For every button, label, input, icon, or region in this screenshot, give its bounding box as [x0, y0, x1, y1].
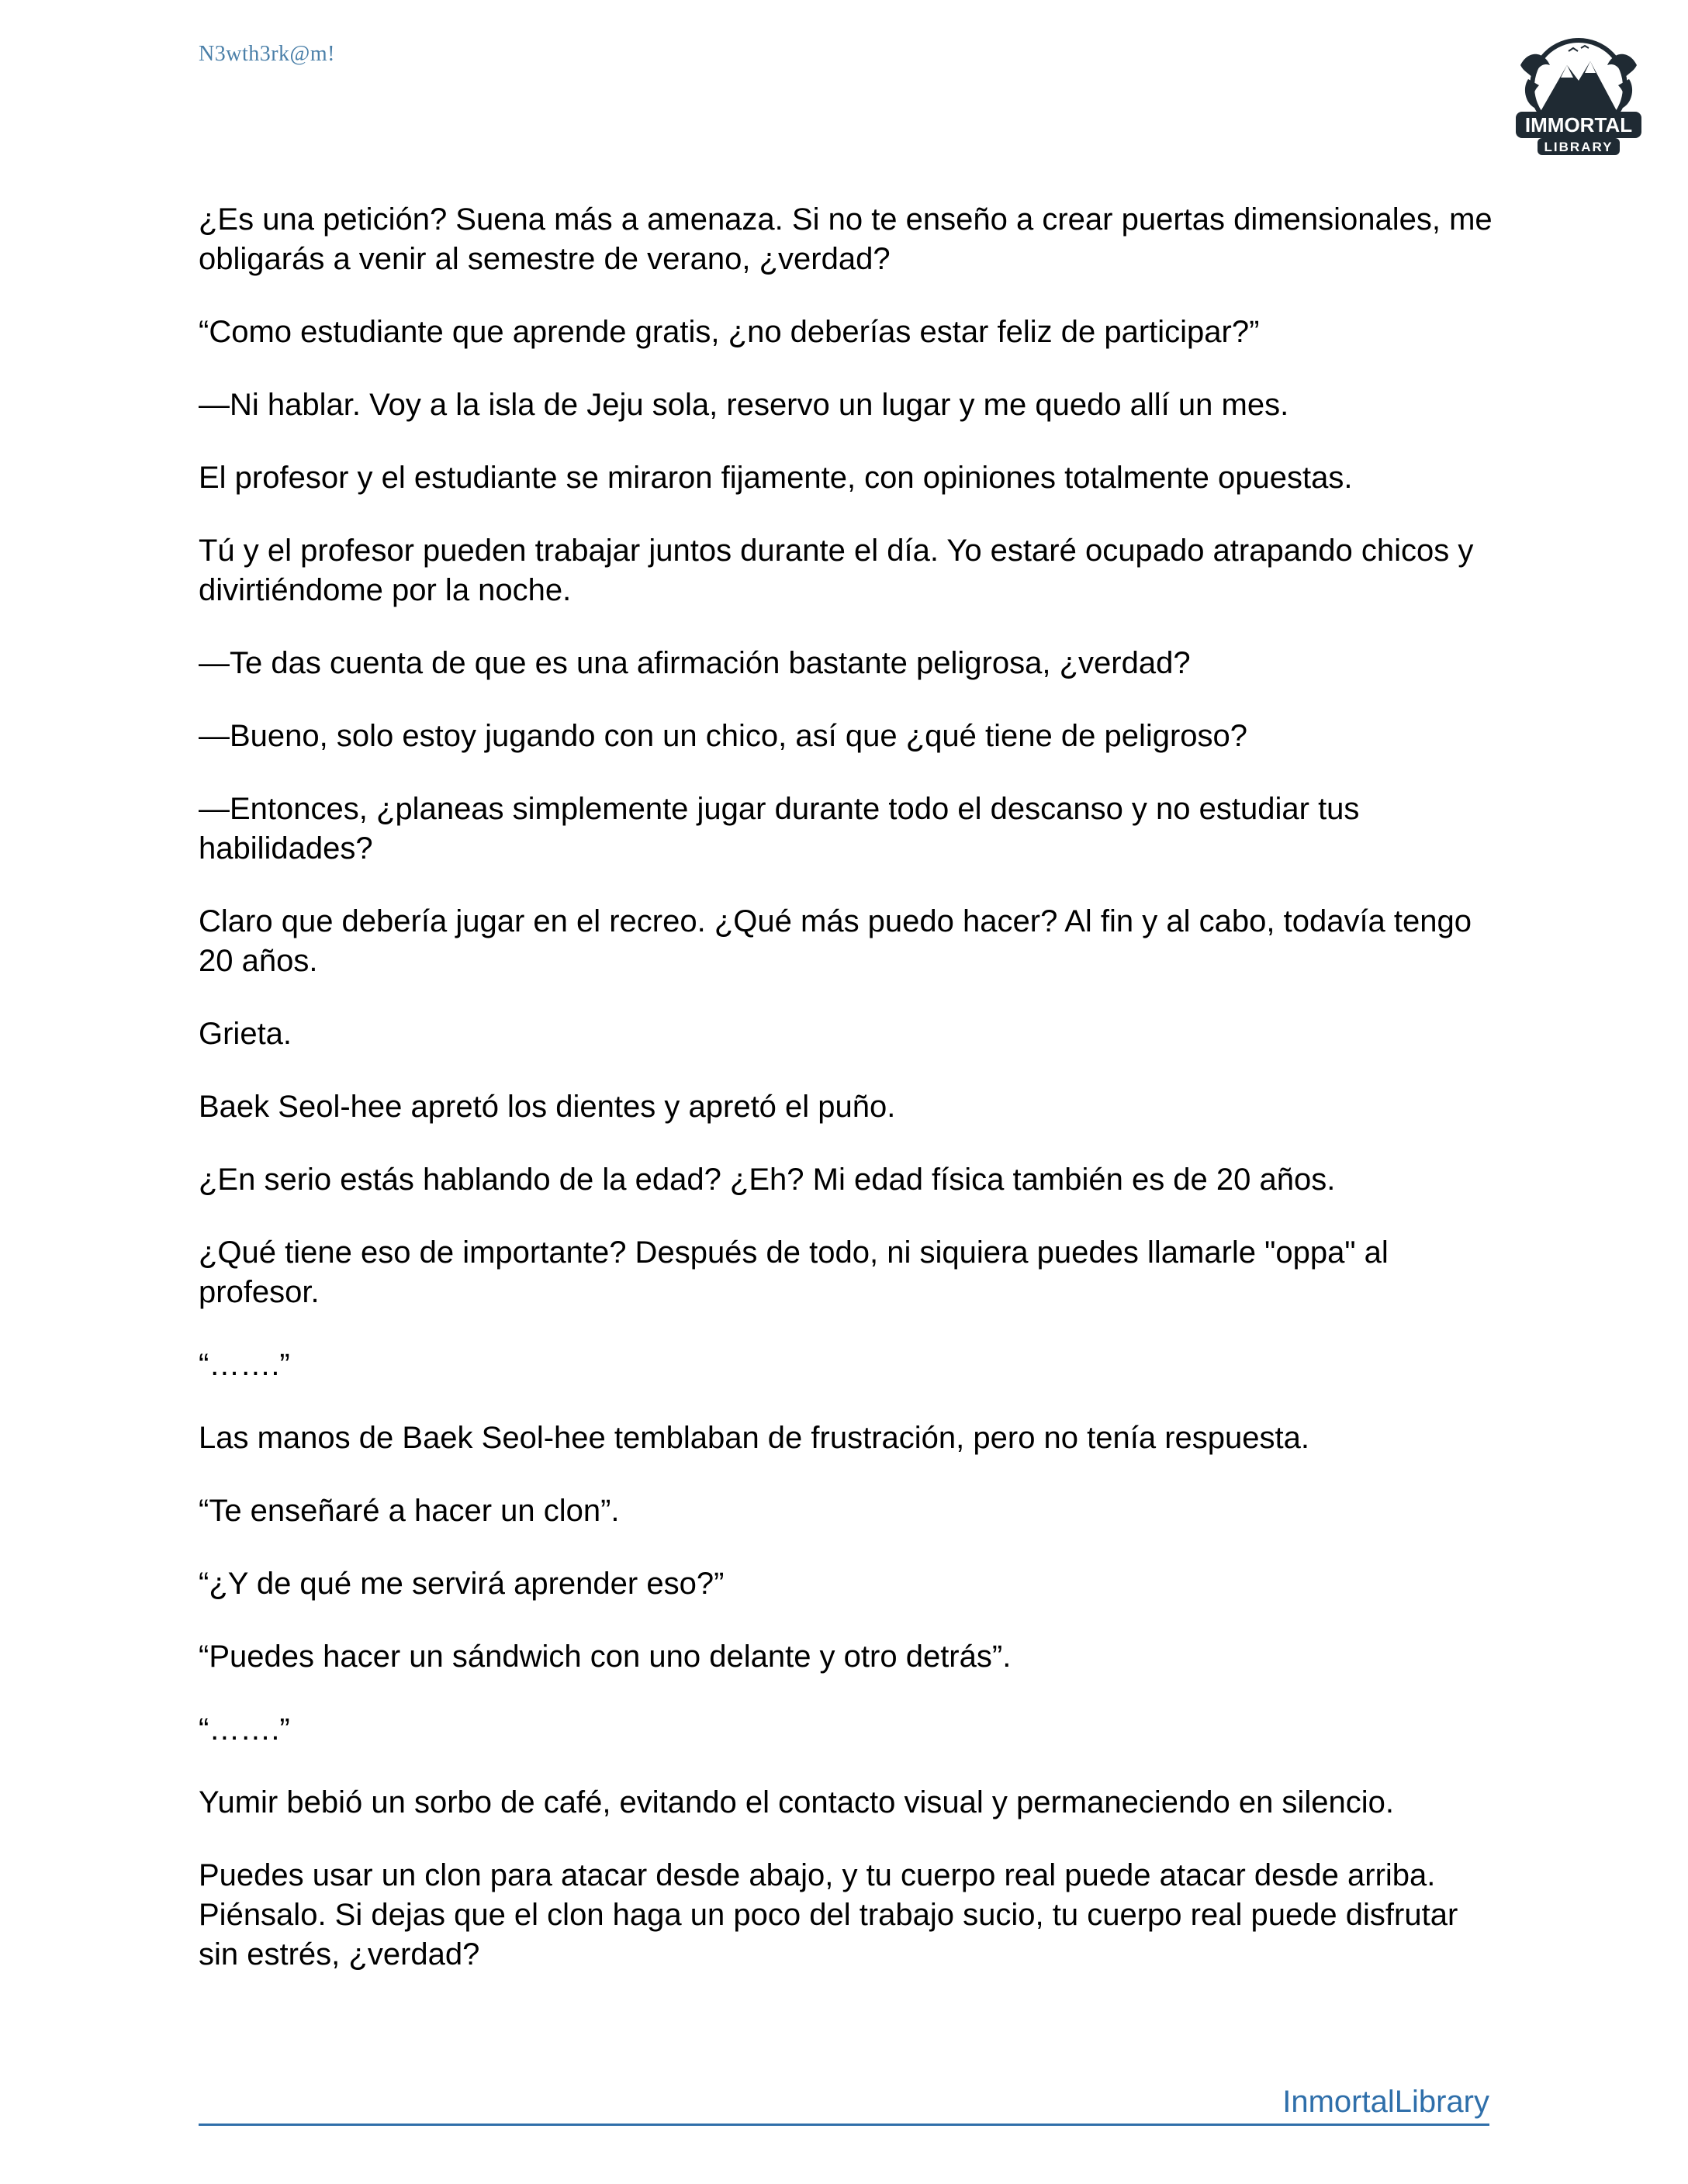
- paragraph: —Ni hablar. Voy a la isla de Jeju sola, reservo un lugar y me quedo allí un mes.: [199, 388, 1289, 422]
- paragraph: Yumir bebió un sorbo de café, evitando el contacto visual y permaneciendo en silencio.: [199, 1785, 1394, 1819]
- paragraph: Baek Seol-hee apretó los dientes y apretó el puño.: [199, 1090, 896, 1124]
- paragraph: Puedes usar un clon para atacar desde abajo, y tu cuerpo real puede atacar desde arriba. Piénsalo. Si dejas que el clon haga un poco del trabajo sucio, tu cuerpo real puede disfrutar sin estrés, ¿verdad?: [199, 1858, 1458, 1971]
- paragraph: Grieta.: [199, 1017, 292, 1051]
- paragraph: “…….”: [199, 1348, 290, 1382]
- paragraph: Las manos de Baek Seol-hee temblaban de frustración, pero no tenía respuesta.: [199, 1421, 1310, 1455]
- footer-rule: [199, 2124, 1489, 2126]
- logo-text-immortal: IMMORTAL: [1524, 113, 1633, 136]
- paragraph: Claro que debería jugar en el recreo. ¿Qué más puedo hacer? Al fin y al cabo, todavía tengo 20 años.: [199, 904, 1472, 978]
- paragraph: Tú y el profesor pueden trabajar juntos durante el día. Yo estaré ocupado atrapando chicos y divirtiéndome por la noche.: [199, 534, 1474, 607]
- paragraph: “Puedes hacer un sándwich con uno delante y otro detrás”.: [199, 1640, 1012, 1674]
- paragraph: —Bueno, solo estoy jugando con un chico, así que ¿qué tiene de peligroso?: [199, 719, 1248, 753]
- paragraph: “Como estudiante que aprende gratis, ¿no deberías estar feliz de participar?”: [199, 315, 1260, 349]
- immortal-library-logo: [1505, 34, 1652, 158]
- paragraph: “Te enseñaré a hacer un clon”.: [199, 1494, 620, 1528]
- logo-text-library: LIBRARY: [1544, 140, 1614, 154]
- paragraph: “…….”: [199, 1712, 290, 1747]
- paragraph: ¿Es una petición? Suena más a amenaza. Si no te enseño a crear puertas dimensionales, me obligarás a venir al semestre de verano, ¿verdad?: [199, 202, 1493, 276]
- chapter-text: [199, 200, 1502, 2008]
- header-code: N3wth3rk@m!: [199, 42, 335, 66]
- paragraph: ¿Qué tiene eso de importante? Después de todo, ni siquiera puedes llamarle "oppa" al profesor.: [199, 1235, 1389, 1309]
- paragraph: ¿En serio estás hablando de la edad? ¿Eh? Mi edad física también es de 20 años.: [199, 1163, 1336, 1197]
- paragraph: —Te das cuenta de que es una afirmación bastante peligrosa, ¿verdad?: [199, 646, 1191, 680]
- paragraph: El profesor y el estudiante se miraron fijamente, con opiniones totalmente opuestas.: [199, 461, 1353, 495]
- paragraph: “¿Y de qué me servirá aprender eso?”: [199, 1567, 725, 1601]
- footer-site-link[interactable]: InmortalLibrary: [1282, 2085, 1489, 2119]
- paragraph: —Entonces, ¿planeas simplemente jugar durante todo el descanso y no estudiar tus habilidades?: [199, 792, 1360, 866]
